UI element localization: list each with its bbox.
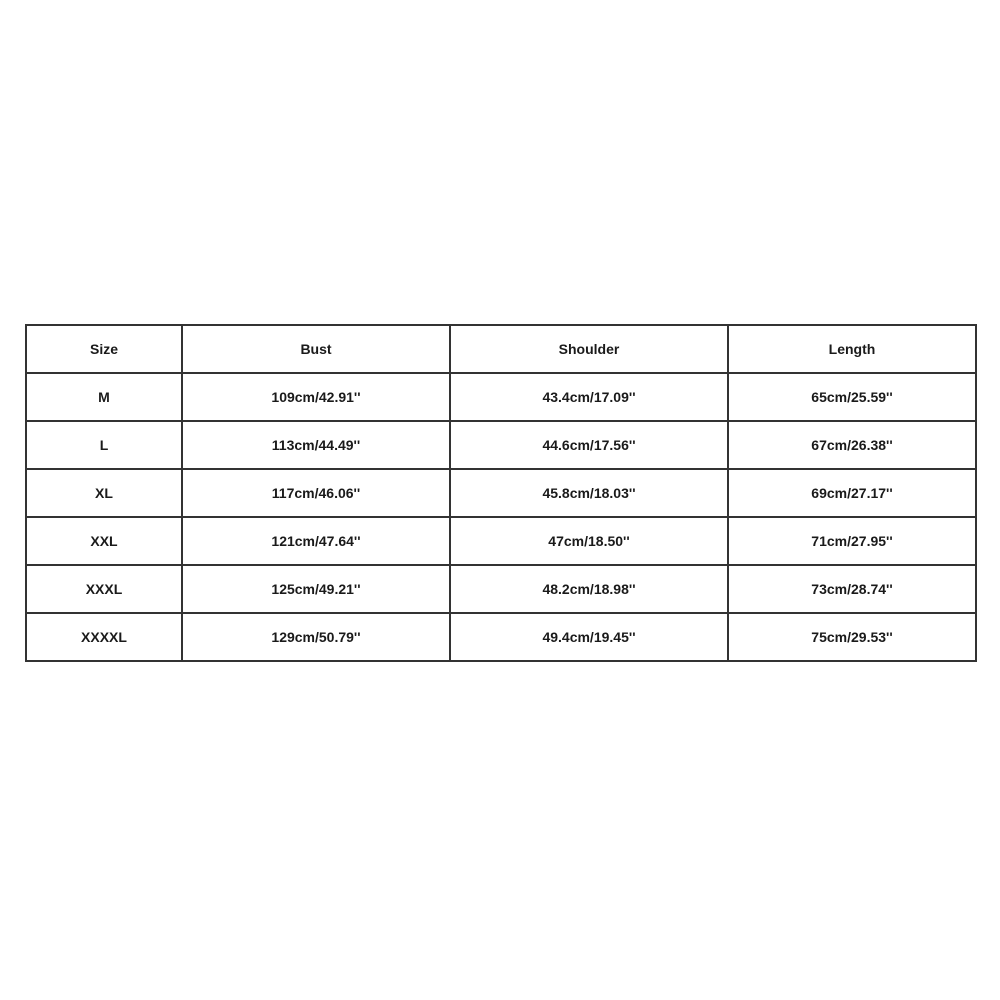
bust-cell: 129cm/50.79'' [182,613,450,661]
shoulder-cell: 49.4cm/19.45'' [450,613,728,661]
size-cell: XXXXL [26,613,182,661]
table-row [26,421,976,469]
bust-cell: 109cm/42.91'' [182,373,450,421]
header-length: Length [728,325,976,373]
size-cell: M [26,373,182,421]
bust-cell: 125cm/49.21'' [182,565,450,613]
bust-cell: 117cm/46.06'' [182,469,450,517]
length-cell: 69cm/27.17'' [728,469,976,517]
bust-cell: 121cm/47.64'' [182,517,450,565]
header-size: Size [26,325,182,373]
shoulder-cell: 47cm/18.50'' [450,517,728,565]
size-cell: XXL [26,517,182,565]
size-chart-table [25,324,977,662]
table-row [26,613,976,661]
table-row [26,469,976,517]
length-cell: 71cm/27.95'' [728,517,976,565]
shoulder-cell: 45.8cm/18.03'' [450,469,728,517]
table-row [26,565,976,613]
table-row [26,373,976,421]
bust-cell: 113cm/44.49'' [182,421,450,469]
size-cell: XXXL [26,565,182,613]
header-shoulder: Shoulder [450,325,728,373]
length-cell: 67cm/26.38'' [728,421,976,469]
size-cell: L [26,421,182,469]
size-cell: XL [26,469,182,517]
table-row [26,517,976,565]
length-cell: 73cm/28.74'' [728,565,976,613]
shoulder-cell: 43.4cm/17.09'' [450,373,728,421]
shoulder-cell: 44.6cm/17.56'' [450,421,728,469]
table-header-row [26,325,976,373]
shoulder-cell: 48.2cm/18.98'' [450,565,728,613]
length-cell: 65cm/25.59'' [728,373,976,421]
header-bust: Bust [182,325,450,373]
length-cell: 75cm/29.53'' [728,613,976,661]
